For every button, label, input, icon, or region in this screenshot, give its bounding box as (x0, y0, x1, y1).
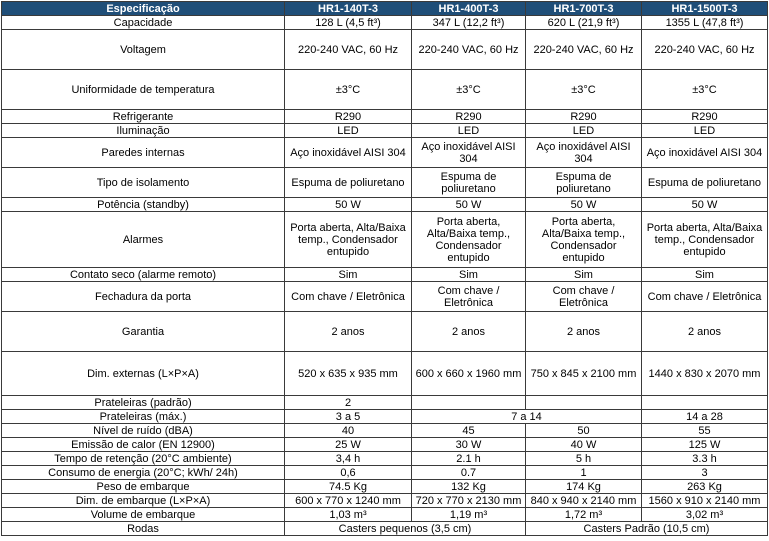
cell: Aço inoxidável AISI 304 (412, 138, 526, 168)
row-label: Fechadura da porta (2, 282, 285, 312)
cell: R290 (642, 110, 768, 124)
cell: LED (285, 124, 412, 138)
cell: Porta aberta, Alta/Baixa temp., Condensador entupido (285, 212, 412, 268)
cell: 25 W (285, 438, 412, 452)
cell: Com chave / Eletrônica (526, 282, 642, 312)
cell: 620 L (21,9 ft³) (526, 16, 642, 30)
cell: 0.7 (412, 466, 526, 480)
cell: 220-240 VAC, 60 Hz (285, 30, 412, 70)
cell: Sim (526, 268, 642, 282)
row-alarmes (2, 212, 768, 268)
cell: 3 a 5 (285, 410, 412, 424)
cell: 2 (285, 396, 412, 410)
row-label: Iluminação (2, 124, 285, 138)
cell: 520 x 635 x 935 mm (285, 352, 412, 396)
cell: Espuma de poliuretano (412, 168, 526, 198)
row-dim-externas (2, 352, 768, 396)
cell: 840 x 940 x 2140 mm (526, 494, 642, 508)
row-calor (2, 438, 768, 452)
cell: R290 (526, 110, 642, 124)
row-garantia (2, 312, 768, 352)
cell: 50 W (285, 198, 412, 212)
row-label: Paredes internas (2, 138, 285, 168)
row-label: Tempo de retenção (20°C ambiente) (2, 452, 285, 466)
cell-empty (642, 396, 768, 410)
cell: 0,6 (285, 466, 412, 480)
cell: 2 anos (412, 312, 526, 352)
row-label: Alarmes (2, 212, 285, 268)
cell: 132 Kg (412, 480, 526, 494)
row-label: Prateleiras (máx.) (2, 410, 285, 424)
row-label: Emissão de calor (EN 12900) (2, 438, 285, 452)
cell-empty (526, 396, 642, 410)
row-label: Prateleiras (padrão) (2, 396, 285, 410)
row-peso (2, 480, 768, 494)
row-rodas (2, 522, 768, 536)
cell: 720 x 770 x 2130 mm (412, 494, 526, 508)
row-volume (2, 508, 768, 522)
header-spec: Especificação (2, 2, 285, 16)
cell: 3,4 h (285, 452, 412, 466)
cell: Sim (285, 268, 412, 282)
cell: Sim (642, 268, 768, 282)
cell: 1560 x 910 x 2140 mm (642, 494, 768, 508)
row-ruido (2, 424, 768, 438)
cell: 50 W (412, 198, 526, 212)
row-uniformidade (2, 70, 768, 110)
cell-empty (412, 396, 526, 410)
cell: R290 (412, 110, 526, 124)
row-label: Potência (standby) (2, 198, 285, 212)
cell: 50 W (526, 198, 642, 212)
cell: Porta aberta, Alta/Baixa temp., Condensador entupido (412, 212, 526, 268)
cell: 40 W (526, 438, 642, 452)
cell: 750 x 845 x 2100 mm (526, 352, 642, 396)
cell: 2 anos (285, 312, 412, 352)
cell: Com chave / Eletrônica (285, 282, 412, 312)
row-isolamento (2, 168, 768, 198)
row-label: Rodas (2, 522, 285, 536)
cell: R290 (285, 110, 412, 124)
row-paredes (2, 138, 768, 168)
cell: 3,02 m³ (642, 508, 768, 522)
cell: 74.5 Kg (285, 480, 412, 494)
row-consumo (2, 466, 768, 480)
cell: 1440 x 830 x 2070 mm (642, 352, 768, 396)
row-label: Tipo de isolamento (2, 168, 285, 198)
row-voltagem (2, 30, 768, 70)
cell: 125 W (642, 438, 768, 452)
cell: Espuma de poliuretano (285, 168, 412, 198)
row-label: Consumo de energia (20°C; kWh/ 24h) (2, 466, 285, 480)
cell: LED (642, 124, 768, 138)
cell: 128 L (4,5 ft³) (285, 16, 412, 30)
row-label: Volume de embarque (2, 508, 285, 522)
cell: Aço inoxidável AISI 304 (285, 138, 412, 168)
cell: 5 h (526, 452, 642, 466)
row-potencia (2, 198, 768, 212)
row-capacidade (2, 16, 768, 30)
row-refrigerante (2, 110, 768, 124)
cell: 2 anos (526, 312, 642, 352)
row-prateleiras-padrao (2, 396, 768, 410)
row-prateleiras-max (2, 410, 768, 424)
row-label: Nível de ruído (dBA) (2, 424, 285, 438)
row-label: Voltagem (2, 30, 285, 70)
cell: Com chave / Eletrônica (412, 282, 526, 312)
header-model-2: HR1-400T-3 (412, 2, 526, 16)
cell: ±3°C (526, 70, 642, 110)
cell: LED (412, 124, 526, 138)
cell-merged: 7 a 14 (412, 410, 642, 424)
cell: ±3°C (412, 70, 526, 110)
cell: Espuma de poliuretano (526, 168, 642, 198)
cell: 2 anos (642, 312, 768, 352)
cell-merged: Casters pequenos (3,5 cm) (285, 522, 526, 536)
cell: 14 a 28 (642, 410, 768, 424)
cell: 347 L (12,2 ft³) (412, 16, 526, 30)
cell: 1 (526, 466, 642, 480)
cell: 50 W (642, 198, 768, 212)
header-row (2, 2, 768, 16)
spec-table (1, 1, 768, 536)
cell: 220-240 VAC, 60 Hz (412, 30, 526, 70)
header-model-1: HR1-140T-3 (285, 2, 412, 16)
cell: Porta aberta, Alta/Baixa temp., Condensador entupido (526, 212, 642, 268)
cell: 220-240 VAC, 60 Hz (642, 30, 768, 70)
row-label: Refrigerante (2, 110, 285, 124)
cell: 55 (642, 424, 768, 438)
cell-merged: Casters Padrão (10,5 cm) (526, 522, 768, 536)
cell: 2.1 h (412, 452, 526, 466)
cell: ±3°C (285, 70, 412, 110)
row-label: Dim. de embarque (L×P×A) (2, 494, 285, 508)
cell: Com chave / Eletrônica (642, 282, 768, 312)
row-contato (2, 268, 768, 282)
cell: 220-240 VAC, 60 Hz (526, 30, 642, 70)
cell: 174 Kg (526, 480, 642, 494)
cell: 40 (285, 424, 412, 438)
row-label: Capacidade (2, 16, 285, 30)
cell: 3 (642, 466, 768, 480)
cell: 1,03 m³ (285, 508, 412, 522)
row-label: Contato seco (alarme remoto) (2, 268, 285, 282)
row-retencao (2, 452, 768, 466)
cell: 45 (412, 424, 526, 438)
row-label: Peso de embarque (2, 480, 285, 494)
cell: 30 W (412, 438, 526, 452)
cell: Sim (412, 268, 526, 282)
row-fechadura (2, 282, 768, 312)
cell: 263 Kg (642, 480, 768, 494)
cell: 1355 L (47,8 ft³) (642, 16, 768, 30)
cell: 3.3 h (642, 452, 768, 466)
cell: 1,72 m³ (526, 508, 642, 522)
cell: LED (526, 124, 642, 138)
row-label: Uniformidade de temperatura (2, 70, 285, 110)
cell: ±3°C (642, 70, 768, 110)
header-model-4: HR1-1500T-3 (642, 2, 768, 16)
row-iluminacao (2, 124, 768, 138)
cell: Espuma de poliuretano (642, 168, 768, 198)
cell: 1,19 m³ (412, 508, 526, 522)
cell: Porta aberta, Alta/Baixa temp., Condensador entupido (642, 212, 768, 268)
cell: 600 x 770 x 1240 mm (285, 494, 412, 508)
cell: Aço inoxidável AISI 304 (526, 138, 642, 168)
cell: 600 x 660 x 1960 mm (412, 352, 526, 396)
row-label: Garantia (2, 312, 285, 352)
cell: Aço inoxidável AISI 304 (642, 138, 768, 168)
cell: 50 (526, 424, 642, 438)
row-label: Dim. externas (L×P×A) (2, 352, 285, 396)
header-model-3: HR1-700T-3 (526, 2, 642, 16)
row-dim-embarque (2, 494, 768, 508)
